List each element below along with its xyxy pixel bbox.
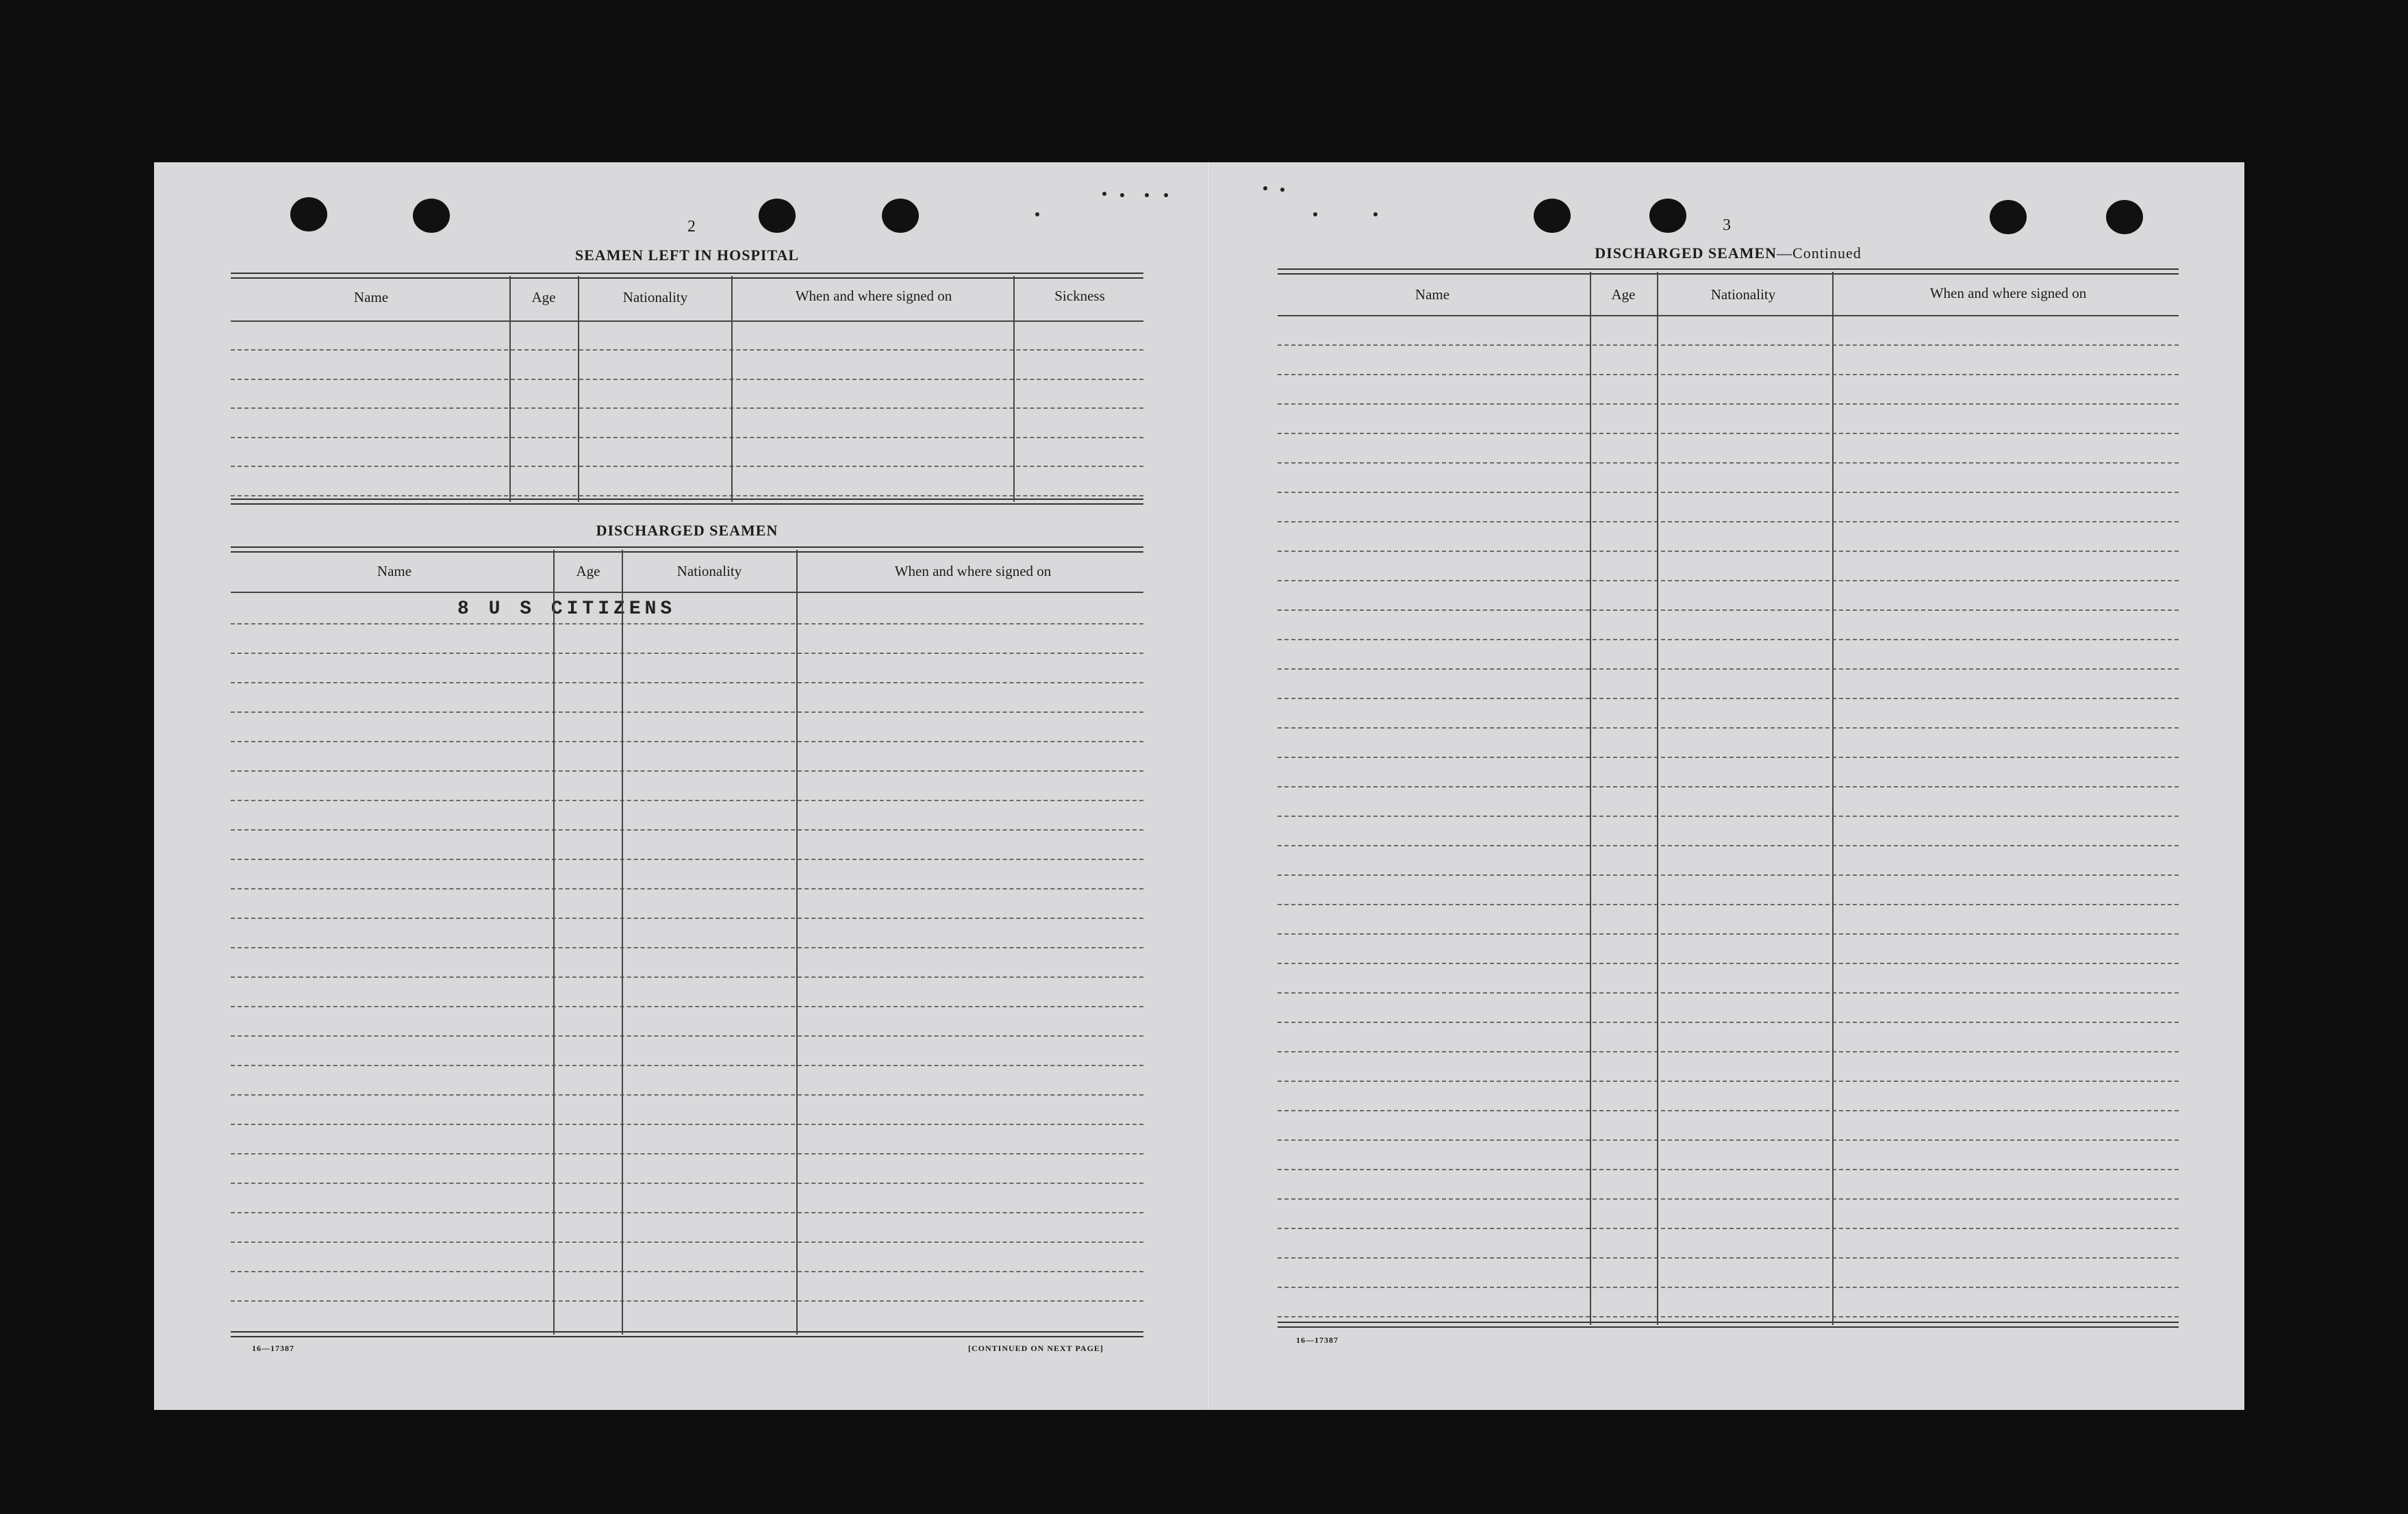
ruled-line [231,1300,1143,1302]
ruled-line [231,711,1143,713]
ruled-line [1278,521,2179,522]
ruled-line [1278,374,2179,375]
ruled-line [1278,639,2179,640]
ruled-line [231,947,1143,948]
hospital-divider [509,276,511,502]
ruled-line [1278,403,2179,405]
discharged-divider [622,550,623,1335]
ruled-line [1278,786,2179,787]
ruled-line [1278,992,2179,994]
ruled-line [231,466,1143,467]
center-fold [1206,162,1211,1410]
continued-note: [CONTINUED ON NEXT PAGE] [968,1343,1104,1353]
discharged-col-signed-on: When and where signed on [894,563,1052,579]
hospital-col-nationality: Nationality [622,289,688,305]
hospital-top-rule [231,273,1143,279]
page-number: 3 [1723,216,1731,234]
ruled-line [231,437,1143,438]
ruled-line [1278,1169,2179,1170]
page-number: 2 [687,218,696,236]
ruled-line [1278,904,2179,905]
continued-divider [1657,272,1658,1325]
hospital-divider [731,276,733,502]
ruled-line [1278,1081,2179,1082]
title-main: DISCHARGED SEAMEN [1595,244,1777,262]
ruled-line [1278,1022,2179,1023]
continued-col-age: Age [1611,286,1636,303]
ruled-line [1278,551,2179,552]
ruled-line [231,918,1143,919]
ruled-line [1278,1287,2179,1288]
ruled-line [1278,727,2179,729]
continued-header-rule [1278,315,2179,316]
discharged-divider [553,550,555,1335]
punch-hole [759,199,796,233]
discharged-col-nationality: Nationality [676,563,742,579]
hospital-divider [1013,276,1015,502]
punch-hole [882,199,919,233]
ruled-line [1278,492,2179,493]
hospital-col-name: Name [353,289,389,305]
ruled-line [1278,1257,2179,1259]
hospital-col-age: Age [531,289,556,305]
ruled-line [1278,1198,2179,1200]
continued-col-nationality: Nationality [1710,286,1776,303]
ruled-line [231,800,1143,801]
ruled-line [231,653,1143,654]
ruled-line [1278,344,2179,346]
ruled-line [231,349,1143,351]
continued-top-rule [1278,268,2179,275]
typed-entry: 8 U S CITIZENS [457,598,676,620]
ruled-line [1278,1051,2179,1052]
punch-hole [2106,200,2143,234]
ruled-line [231,1094,1143,1096]
continued-divider [1832,272,1834,1325]
ruled-line [231,859,1143,860]
continued-col-signed-on: When and where signed on [1929,285,2087,301]
ruled-line [1278,609,2179,611]
discharged-header-rule [231,592,1143,593]
ruled-line [1278,462,2179,464]
ruled-line [1278,1228,2179,1229]
ruled-line [1278,1316,2179,1317]
ruled-line [1278,1139,2179,1141]
ruled-line [231,741,1143,742]
ruled-line [231,770,1143,772]
continued-col-name: Name [1415,286,1450,303]
ruled-line [1278,433,2179,434]
discharged-bottom-rule [231,1331,1143,1337]
ruled-line [231,1271,1143,1272]
hospital-bottom-rule [231,499,1143,505]
hospital-header-rule [231,320,1143,322]
ruled-line [231,1035,1143,1037]
ruled-line [1278,933,2179,935]
form-number: 16—17387 [1296,1335,1339,1345]
ruled-line [1278,757,2179,758]
ruled-line [231,1153,1143,1155]
discharged-divider [796,550,798,1335]
ruled-line [231,1241,1143,1243]
ruled-line [231,1006,1143,1007]
discharged-section-title: DISCHARGED SEAMEN [596,522,778,539]
punch-hole [1649,199,1686,233]
hospital-section-title: SEAMEN LEFT IN HOSPITAL [574,247,800,264]
discharged-col-name: Name [377,563,412,579]
ruled-line [1278,580,2179,581]
ruled-line [231,976,1143,978]
punch-hole [1990,200,2027,234]
punch-hole [290,197,327,231]
hospital-col-sickness: Sickness [1054,288,1105,304]
punch-hole [1534,199,1571,233]
ruled-line [1278,816,2179,817]
ruled-line [231,495,1143,496]
discharged-continued-title [1278,244,2179,262]
hospital-divider [578,276,579,502]
ruled-line [1278,845,2179,846]
discharged-top-rule [231,546,1143,553]
punch-hole [413,199,450,233]
continued-bottom-rule [1278,1322,2179,1328]
ruled-line [231,1065,1143,1066]
ruled-line [1278,668,2179,670]
ruled-line [231,1212,1143,1213]
ruled-line [1278,874,2179,876]
discharged-col-age: Age [576,563,600,579]
ruled-line [231,682,1143,683]
ruled-line [231,623,1143,624]
ruled-line [231,407,1143,409]
ruled-line [231,829,1143,831]
ruled-line [231,1183,1143,1184]
ruled-line [1278,698,2179,699]
ruled-line [231,888,1143,890]
ruled-line [1278,963,2179,964]
continued-divider [1590,272,1591,1325]
ruled-line [231,379,1143,380]
ruled-line [231,1124,1143,1125]
title-suffix: —Continued [1777,244,1862,262]
hospital-col-signed-on: When and where signed on [795,288,952,304]
ruled-line [1278,1110,2179,1111]
form-number: 16—17387 [252,1343,294,1353]
